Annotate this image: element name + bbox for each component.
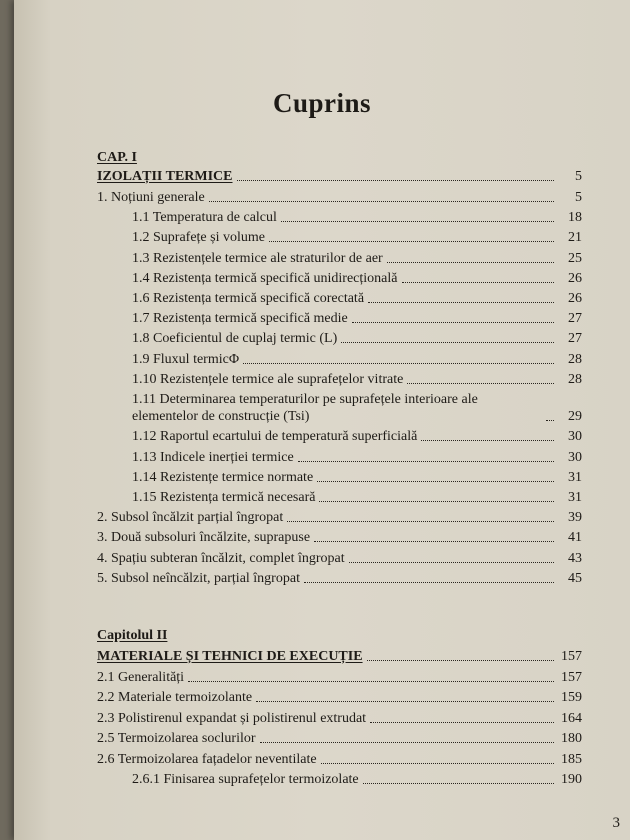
page-number: 3 — [612, 815, 620, 831]
toc-entry-title: 1. Noțiuni generale — [97, 190, 205, 205]
dot-leader — [256, 701, 554, 702]
dot-leader — [363, 783, 554, 784]
chapter-heading — [97, 648, 582, 665]
toc-entry — [132, 391, 582, 425]
dot-leader — [349, 562, 554, 563]
dot-leader — [368, 302, 554, 303]
toc-entry — [132, 209, 582, 226]
toc-entry-title: 1.11 Determinarea temperaturilor pe suprafețele interioare ale elementelor de construcție (Tsi) — [132, 392, 478, 424]
toc-entry-page: 28 — [568, 371, 582, 387]
toc-entry — [132, 290, 582, 307]
page-title: Cuprins — [272, 88, 372, 118]
toc-entry-title: 1.1 Temperatura de calcul — [132, 210, 277, 226]
dot-leader — [387, 262, 554, 263]
toc-entry-page: 25 — [568, 250, 582, 266]
dot-leader — [341, 342, 554, 343]
dot-leader — [314, 541, 554, 542]
toc-entry-title: 1.13 Indicele inerției termice — [132, 449, 294, 465]
toc-entry-page: 18 — [568, 210, 582, 226]
toc-entry — [97, 751, 582, 768]
toc-entry-title: 2.6.1 Finisarea suprafețelor termoizolate — [132, 772, 359, 787]
chapter-2-label: Capitolul II — [97, 628, 168, 643]
toc-entry — [132, 771, 582, 788]
toc-entry — [132, 489, 582, 506]
toc-entry-title: 5. Subsol neîncălzit, parțial îngropat — [97, 570, 300, 586]
toc-entry — [132, 310, 582, 327]
toc-entry — [97, 710, 582, 727]
dot-leader — [546, 420, 554, 421]
toc-entry-page: 157 — [561, 669, 582, 685]
toc-entry-title: 4. Spațiu subteran încălzit, complet îngropat — [97, 550, 345, 566]
toc-entry-page: 164 — [561, 710, 582, 726]
toc-entry-page: 5 — [575, 190, 582, 205]
toc-entry-page: 27 — [568, 331, 582, 347]
dot-leader — [298, 461, 554, 462]
toc-entry-title: 1.3 Rezistențele termice ale straturilor de aer — [132, 250, 383, 266]
toc-entry — [132, 250, 582, 267]
toc-entry-title: 1.14 Rezistențe termice normate — [132, 469, 314, 485]
book-page — [14, 0, 630, 840]
toc-entry-title: MATERIALE ȘI TEHNICI DE EXECUȚIE — [97, 649, 363, 664]
toc-entry-page: 26 — [568, 270, 582, 286]
toc-entry-title: 1.6 Rezistența termică specifică corectată — [132, 291, 365, 306]
toc-entry-page: 26 — [568, 291, 582, 306]
dot-leader — [317, 481, 554, 482]
toc-entry — [132, 270, 582, 287]
toc-entry-title: 1.4 Rezistența termică specifică unidirecțională — [132, 270, 398, 286]
dot-leader — [281, 221, 554, 222]
toc-entry-page: 31 — [568, 490, 582, 505]
toc-entry-title: 1.15 Rezistența termică necesară — [132, 490, 316, 505]
toc-entry-title: 1.8 Coeficientul de cuplaj termic (L) — [132, 331, 338, 347]
toc-entry-page: 30 — [568, 449, 582, 465]
toc-entry-title: 1.7 Rezistența termică specifică medie — [132, 311, 348, 327]
dot-leader — [260, 742, 554, 743]
dot-leader — [188, 681, 554, 682]
dot-leader — [321, 763, 554, 764]
toc-entry-title: 1.2 Suprafețe și volume — [132, 230, 265, 246]
toc-entry — [97, 689, 582, 706]
dot-leader — [402, 282, 555, 283]
toc-entry-title: 3. Două subsoluri încălzite, suprapuse — [97, 530, 311, 546]
toc-entry-page: 43 — [568, 550, 582, 566]
toc-entry-page: 39 — [568, 510, 582, 526]
dot-leader — [421, 440, 554, 441]
toc-entry-page: 31 — [568, 469, 582, 485]
dot-leader — [319, 501, 554, 502]
toc-entry — [132, 229, 582, 246]
dot-leader — [407, 383, 554, 384]
toc-entry-page: 45 — [568, 570, 582, 586]
toc-entry-page: 185 — [561, 751, 582, 767]
dot-leader — [209, 201, 554, 202]
toc-entry-page: 159 — [561, 690, 582, 705]
dot-leader — [269, 241, 554, 242]
dot-leader — [304, 582, 554, 583]
toc-entry-page: 180 — [561, 731, 582, 746]
toc-entry-title: 1.9 Fluxul termicΦ — [132, 351, 240, 367]
toc-entry-page: 157 — [561, 649, 582, 664]
dot-leader — [237, 180, 554, 181]
toc-entry — [97, 570, 582, 587]
toc-entry — [97, 669, 582, 686]
dot-leader — [243, 363, 554, 364]
dot-leader — [352, 322, 554, 323]
toc-entry — [97, 189, 582, 206]
toc-entry — [132, 330, 582, 347]
toc-entry-title: 2. Subsol încălzit parțial îngropat — [97, 510, 284, 526]
toc-entry-title: 2.2 Materiale termoizolante — [97, 690, 253, 705]
chapter-1-label: CAP. I — [97, 150, 137, 165]
toc-entry-page: 41 — [568, 530, 582, 546]
toc-entry-page: 5 — [575, 169, 582, 184]
toc-entry — [97, 509, 582, 526]
dot-leader — [370, 722, 554, 723]
toc-entry-title: 1.10 Rezistențele termice ale suprafețelor vitrate — [132, 371, 404, 387]
toc-entry-page: 28 — [568, 351, 582, 367]
toc-entry — [132, 428, 582, 445]
toc-entry-title: 2.1 Generalități — [97, 669, 185, 685]
toc-entry-title: 2.5 Termoizolarea soclurilor — [97, 731, 256, 746]
toc-entry-page: 29 — [568, 409, 582, 424]
toc-entry — [97, 730, 582, 747]
toc-entry-title: IZOLAȚII TERMICE — [97, 169, 233, 184]
toc-entry-title: 2.6 Termoizolarea fațadelor neventilate — [97, 751, 317, 767]
toc-entry-page: 21 — [568, 230, 582, 246]
toc-entry — [97, 529, 582, 546]
toc-entry — [132, 371, 582, 388]
toc-entry-page: 30 — [568, 429, 582, 445]
toc-entry — [132, 469, 582, 486]
toc-entry-page: 190 — [561, 772, 582, 787]
dot-leader — [287, 521, 554, 522]
dot-leader — [367, 660, 554, 661]
toc-entry — [132, 351, 582, 368]
toc-entry-title: 1.12 Raportul ecartului de temperatură superficială — [132, 429, 418, 445]
toc-entry-title: 2.3 Polistirenul expandat și polistirenul extrudat — [97, 710, 367, 726]
toc-entry — [97, 550, 582, 567]
chapter-heading — [97, 168, 582, 185]
toc-entry-page: 27 — [568, 311, 582, 327]
toc-entry — [132, 449, 582, 466]
